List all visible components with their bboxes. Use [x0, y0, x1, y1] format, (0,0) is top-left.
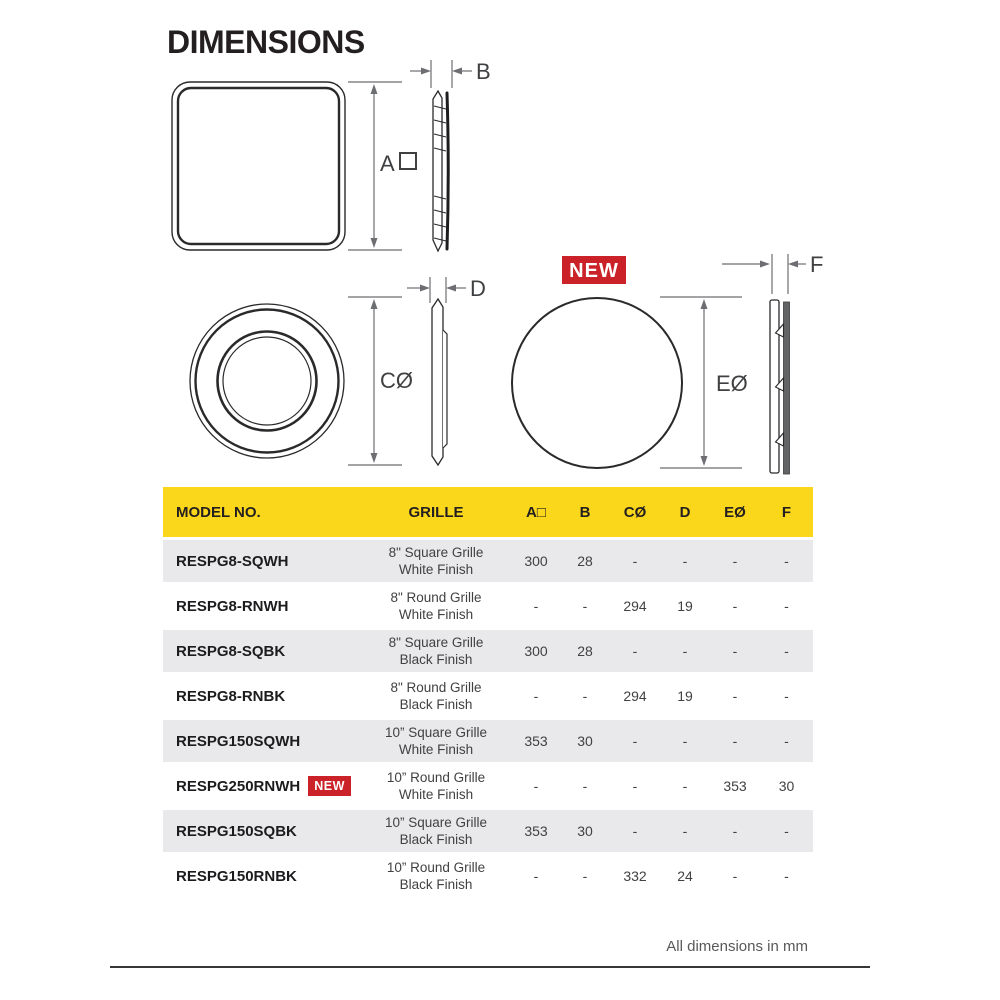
dim-a-cell: - [512, 855, 560, 900]
dim-f-cell: 30 [760, 765, 813, 810]
round-grille-clip-profile [770, 300, 790, 474]
dim-c-cell: - [610, 810, 660, 855]
model-no: RESPG150SQWH [176, 732, 301, 750]
model-no: RESPG8-RNBK [176, 687, 286, 705]
dim-c-cell: - [610, 720, 660, 765]
grille-cell: 8" Square Grille Black Finish [360, 630, 512, 675]
dimension-diagrams [0, 0, 1000, 487]
dim-d-cell: - [660, 765, 710, 810]
bottom-rule [110, 966, 870, 968]
model-no: RESPG250RNWH [176, 778, 301, 796]
square-grille-drawing [172, 82, 345, 250]
table-row [163, 630, 813, 675]
square-grille-side-profile [433, 91, 448, 251]
footer-note: All dimensions in mm [666, 938, 808, 955]
table-row [163, 855, 813, 900]
model-cell [163, 810, 360, 855]
table-row [163, 810, 813, 855]
dim-c-cell: - [610, 765, 660, 810]
col-header-f: F [760, 487, 813, 540]
dim-d-cell: - [660, 720, 710, 765]
dim-b-cell: 28 [560, 540, 610, 585]
table-header-row [163, 487, 813, 540]
dimensions-table-wrap [163, 487, 813, 900]
dim-d-cell: - [660, 630, 710, 675]
dim-b-label: B [476, 59, 491, 84]
dim-f-cell: - [760, 630, 813, 675]
dim-b-cell: 28 [560, 630, 610, 675]
dim-a-cell: - [512, 765, 560, 810]
model-cell [163, 630, 360, 675]
col-header-e: EØ [710, 487, 760, 540]
dim-c-label: CØ [380, 368, 413, 393]
round-grille-drawing [190, 304, 344, 458]
dim-b-cell: - [560, 855, 610, 900]
model-no: RESPG150RNBK [176, 867, 297, 885]
table-row [163, 765, 813, 810]
dim-f-cell: - [760, 810, 813, 855]
grille-cell: 10” Round Grille White Finish [360, 765, 512, 810]
new-badge-diagram [562, 256, 626, 284]
dim-f-cell: - [760, 675, 813, 720]
col-header-model: MODEL NO. [163, 487, 360, 540]
dim-e-cell: - [710, 720, 760, 765]
dim-b-cell: 30 [560, 810, 610, 855]
large-round-grille-drawing [512, 298, 682, 468]
model-no: RESPG8-SQBK [176, 642, 286, 660]
dim-d-cell: - [660, 540, 710, 585]
col-header-a: A□ [512, 487, 560, 540]
dim-f-cell: - [760, 720, 813, 765]
dim-a-cell: 300 [512, 540, 560, 585]
grille-cell: 10” Square Grille Black Finish [360, 810, 512, 855]
dim-d-cell: 24 [660, 855, 710, 900]
table-row [163, 675, 813, 720]
model-no: RESPG8-SQWH [176, 552, 289, 570]
col-header-c: CØ [610, 487, 660, 540]
model-cell [163, 540, 360, 585]
dimensions-table [163, 487, 813, 900]
dim-b-cell: 30 [560, 720, 610, 765]
dim-f-cell: - [760, 585, 813, 630]
dimension-b [410, 59, 491, 88]
table-row [163, 585, 813, 630]
dimension-a [348, 82, 416, 250]
dim-e-cell: 353 [710, 765, 760, 810]
dim-e-cell: - [710, 585, 760, 630]
dim-b-cell: - [560, 675, 610, 720]
dim-f-label: F [810, 252, 824, 277]
dim-a-cell: - [512, 585, 560, 630]
dim-c-cell: - [610, 540, 660, 585]
table-row [163, 720, 813, 765]
table-row [163, 540, 813, 585]
dim-a-cell: 353 [512, 810, 560, 855]
dim-a-cell: 353 [512, 720, 560, 765]
model-cell [163, 675, 360, 720]
dimension-f [722, 252, 823, 294]
new-badge-text: NEW [569, 260, 619, 282]
model-cell [163, 765, 360, 810]
dimension-c [348, 297, 413, 465]
model-cell [163, 585, 360, 630]
dim-c-cell: 294 [610, 585, 660, 630]
col-header-grille: GRILLE [360, 487, 512, 540]
dim-e-cell: - [710, 630, 760, 675]
col-header-d: D [660, 487, 710, 540]
dim-c-cell: 294 [610, 675, 660, 720]
dim-b-cell: - [560, 585, 610, 630]
model-cell [163, 720, 360, 765]
dim-e-label: EØ [716, 371, 748, 396]
round-grille-side-profile [432, 299, 447, 465]
model-cell [163, 855, 360, 900]
dim-a-label: A [380, 151, 395, 176]
dim-b-cell: - [560, 765, 610, 810]
grille-cell: 8" Round Grille White Finish [360, 585, 512, 630]
dim-a-cell: 300 [512, 630, 560, 675]
col-header-b: B [560, 487, 610, 540]
dim-d-cell: - [660, 810, 710, 855]
model-no: RESPG150SQBK [176, 822, 297, 840]
dim-f-cell: - [760, 855, 813, 900]
dim-d-cell: 19 [660, 585, 710, 630]
dim-e-cell: - [710, 675, 760, 720]
grille-cell: 10” Round Grille Black Finish [360, 855, 512, 900]
grille-cell: 8" Square Grille White Finish [360, 540, 512, 585]
grille-table-body [163, 540, 813, 900]
new-badge: NEW [308, 776, 351, 796]
dim-f-cell: - [760, 540, 813, 585]
grille-cell: 10” Square Grille White Finish [360, 720, 512, 765]
page-title: DIMENSIONS [167, 24, 365, 60]
dim-e-cell: - [710, 540, 760, 585]
dimension-d [407, 276, 486, 303]
dim-a-cell: - [512, 675, 560, 720]
dim-c-cell: - [610, 630, 660, 675]
dim-c-cell: 332 [610, 855, 660, 900]
square-symbol-icon [400, 153, 416, 169]
dim-d-cell: 19 [660, 675, 710, 720]
model-no: RESPG8-RNWH [176, 597, 289, 615]
dim-d-label: D [470, 276, 486, 301]
dim-e-cell: - [710, 810, 760, 855]
dim-e-cell: - [710, 855, 760, 900]
grille-cell: 8" Round Grille Black Finish [360, 675, 512, 720]
